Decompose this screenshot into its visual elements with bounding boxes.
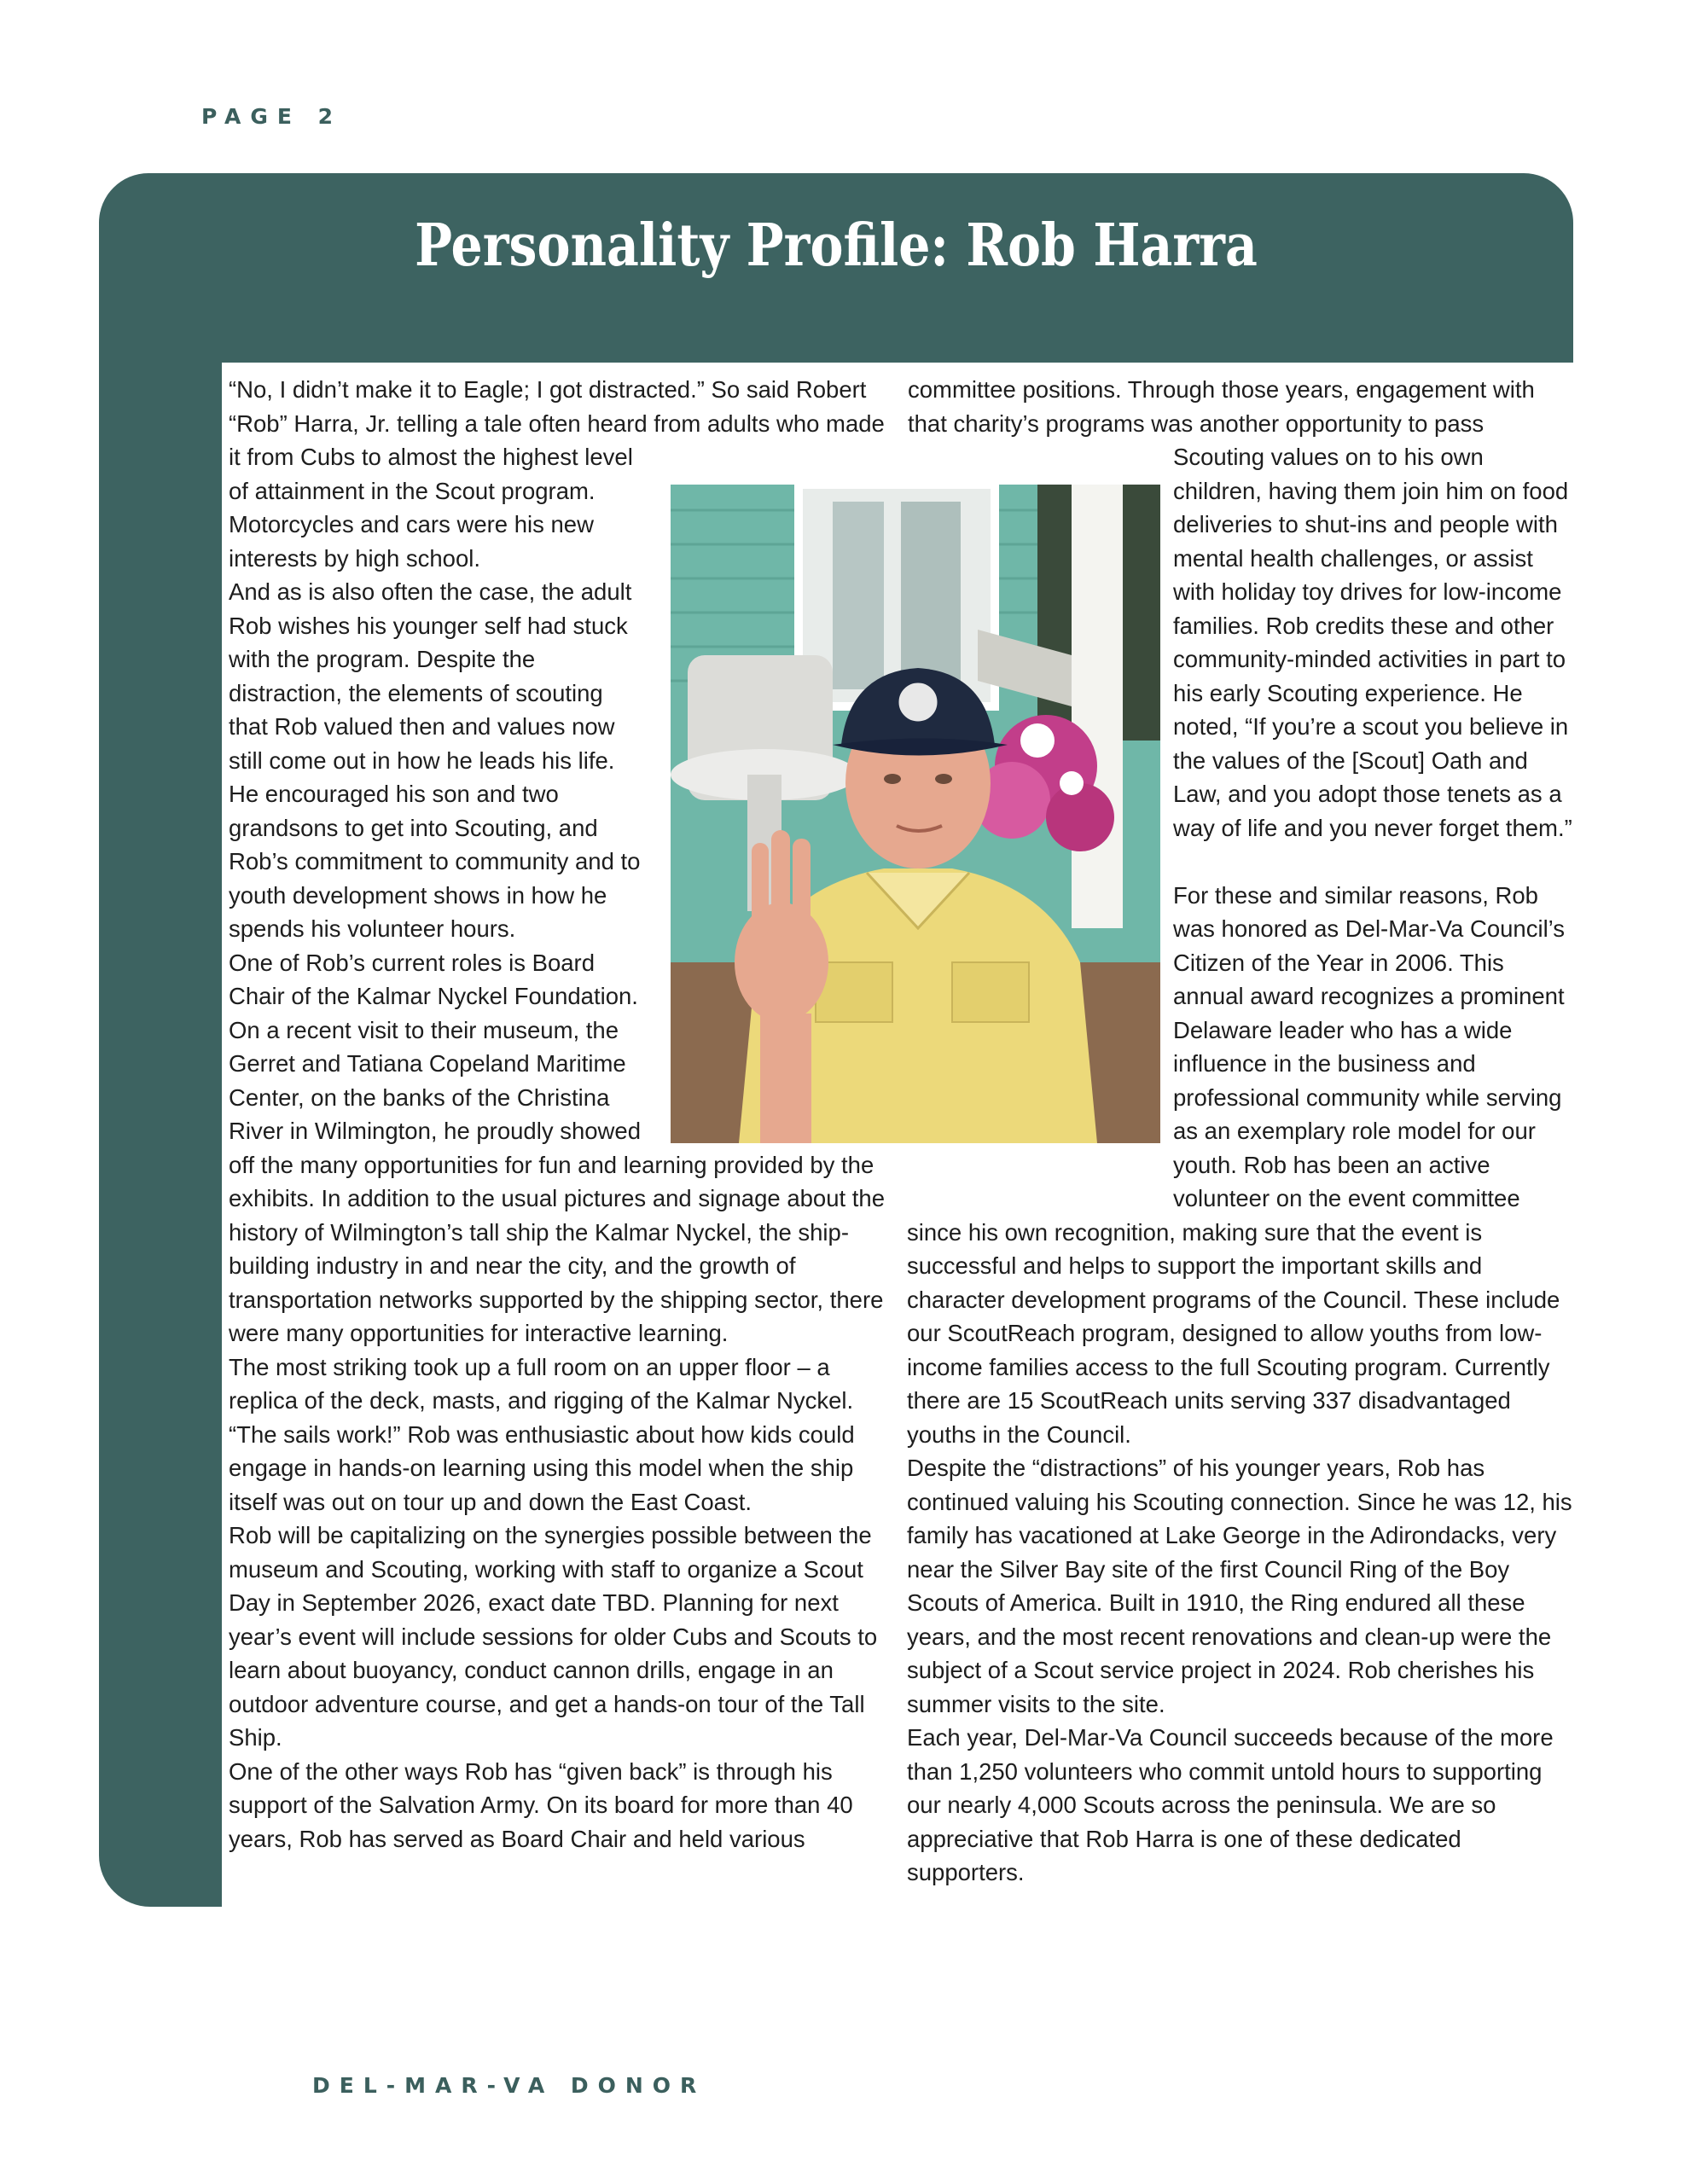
article-paragraph: “No, I didn’t make it to Eagle; I got distracted.” So said Robert “Rob” Harra, Jr. telling a tale often heard from adults who made it from Cubs to almost the highest level of attainment in the Scout program. Motorcycles and cars were his new interests by high school. (229, 376, 885, 572)
article-paragraph: committee positions. Through those years, engagement with that charity’s programs was another opportunity to pass Scouting values on to his own children, having them join him on food deliveries to shut-ins and people with mental health challenges, or assist with holiday toy drives for low-income families. Rob credits these and other community-minded activities in part to his early Scouting experience. He noted, “If you’re a scout you believe in the values of the [Scout] Oath and Law, and you adopt those tenets as a way of life and you never forget them.” (908, 376, 1572, 841)
newsletter-name: DEL-MAR-VA DONOR (312, 2073, 706, 2098)
article-title: Personality Profile: Rob Harra (415, 212, 1258, 280)
article-paragraph: Each year, Del-Mar-Va Council succeeds because of the more than 1,250 volunteers who commit untold hours to supporting our nearly 4,000 Scouts across the peninsula. We are so appreciative that Rob Harra is one of these dedicated supporters. (907, 1724, 1554, 1885)
article-paragraph: Despite the “distractions” of his younger years, Rob has continued valuing his Scouting connection. Since he was 12, his family has vacationed at Lake George in the Adirondacks, very near the Silver Bay site of the first Council Ring of the Boy Scouts of America. Built in 1910, the Ring endured all these years, and the most recent renovations and clean-up were the subject of a Scout service project in 2024. Rob cherishes his summer visits to the site. (907, 1455, 1572, 1717)
article-paragraph: One of Rob’s current roles is Board Chair of the Kalmar Nyckel Foundation. On a recent visit to their museum, the Gerret and Tatiana Copeland Maritime Center, on the banks of the Christina River in Wilmington, he proudly showed off the many opportunities for fun and learning provided by the exhibits. In addition to the usual pictures and signage about the history of Wilmington’s tall ship the Kalmar Nyckel, the ship-building industry in and near the city, and the growth of transportation networks supported by the shipping sector, there were many opportunities for interactive learning. (229, 949, 886, 1346)
article-paragraph: One of the other ways Rob has “given back” is through his support of the Salvation Army. On its board for more than 40 years, Rob has served as Board Chair and held various (229, 1757, 853, 1852)
page-number: PAGE 2 (201, 104, 343, 129)
article-paragraph: For these and similar reasons, Rob was honored as Del-Mar-Va Council’s Citizen of the Year in 2006. This annual award recognizes a prominent Delaware leader who has a wide influence in the business and professional community while serving as an exemplary role model for our youth. Rob has been an active volunteer on the event committee since his own recognition, making sure that the event is successful and helps to support the important skills and character development programs of the Council. These include our ScoutReach program, designed to allow youths from low-income families access to the full Scouting program. Currently there are 15 ScoutReach units serving 337 disadvantaged youths in the Council. (907, 881, 1566, 1448)
accent-sidebar (99, 358, 222, 1907)
article-paragraph: The most striking took up a full room on an upper floor – a replica of the deck, masts, and rigging of the Kalmar Nyckel. “The sails work!” Rob was enthusiastic about how kids could engage in hands-on learning using this model when the ship itself was out on tour up and down the East Coast. (229, 1353, 855, 1515)
article-left-column (229, 373, 890, 1856)
article-right-column (907, 373, 1572, 1890)
article-paragraph: And as is also often the case, the adult Rob wishes his younger self had stuck with the program. Despite the distraction, the elements of scouting that Rob valued then and values now still come out in how he leads his life. He encouraged his son and two grandsons to get into Scouting, and Rob’s commitment to community and to youth development shows in how he spends his volunteer hours. (229, 578, 641, 942)
article-paragraph: Rob will be capitalizing on the synergies possible between the museum and Scouting, working with staff to organize a Scout Day in September 2026, exact date TBD. Planning for next year’s event will include sessions for older Cubs and Scouts to learn about buoyancy, conduct cannon drills, engage in an outdoor adventure course, and get a hands-on tour of the Tall Ship. (229, 1522, 878, 1751)
